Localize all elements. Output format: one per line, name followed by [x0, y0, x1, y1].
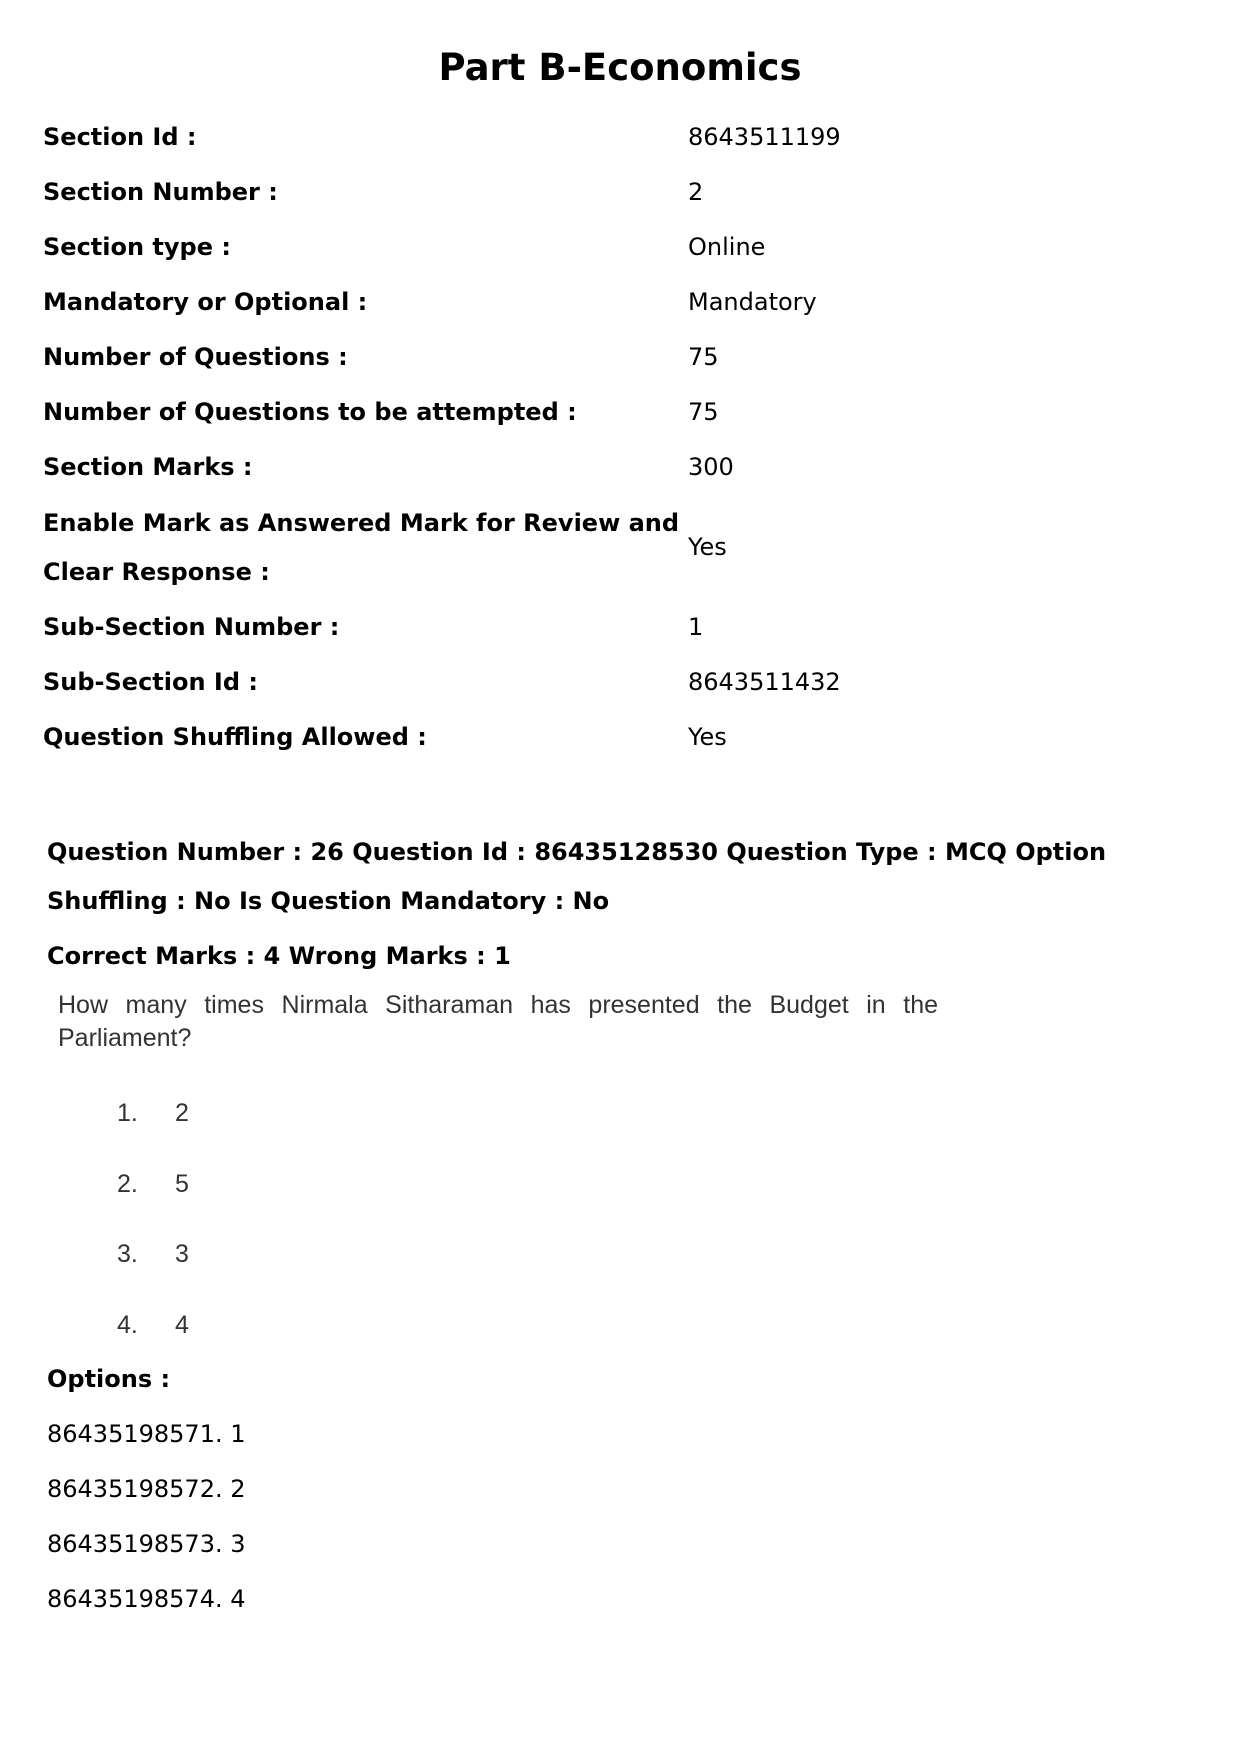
- info-label: Section Id :: [43, 123, 197, 151]
- info-row-section-marks: [43, 440, 1193, 495]
- choice-number: 4.: [117, 1311, 138, 1339]
- info-row-question-shuffling: [43, 710, 1193, 765]
- section-info-table: [43, 110, 1193, 765]
- option-item: 86435198574. 4: [47, 1585, 246, 1613]
- question-choice: [117, 1309, 189, 1341]
- question-choice: [117, 1097, 189, 1129]
- info-row-sub-section-id: [43, 655, 1193, 710]
- info-row-section-id: [43, 110, 1193, 165]
- info-label: Enable Mark as Answered Mark for Review and Clear Response :: [43, 508, 680, 586]
- info-row-questions-to-attempt: [43, 385, 1193, 440]
- question-choice: [117, 1238, 189, 1270]
- info-label: Sub-Section Id :: [43, 668, 258, 696]
- info-value: Mandatory: [688, 288, 817, 316]
- choice-number: 2.: [117, 1170, 138, 1198]
- info-label: Mandatory or Optional :: [43, 288, 368, 316]
- info-row-mandatory-or-optional: [43, 275, 1193, 330]
- info-value: 75: [688, 343, 719, 371]
- choice-number: 3.: [117, 1240, 138, 1268]
- option-item: 86435198573. 3: [47, 1530, 246, 1558]
- option-item: 86435198571. 1: [47, 1420, 246, 1448]
- choice-text: 4: [175, 1311, 189, 1339]
- page-title: Part B-Economics: [438, 46, 802, 89]
- info-label: Section Number :: [43, 178, 278, 206]
- info-value: 75: [688, 398, 719, 426]
- info-value: 1: [688, 613, 704, 641]
- options-heading: Options :: [47, 1365, 171, 1393]
- info-label: Sub-Section Number :: [43, 613, 340, 641]
- info-label: Number of Questions :: [43, 343, 348, 371]
- choice-number: 1.: [117, 1099, 138, 1127]
- info-value: 2: [688, 178, 704, 206]
- info-row-section-type: [43, 220, 1193, 275]
- info-value: Yes: [688, 723, 727, 751]
- info-value: 8643511199: [688, 123, 841, 151]
- info-value: Online: [688, 233, 766, 261]
- choice-text: 2: [175, 1099, 189, 1127]
- info-row-enable-mark-answered: [43, 495, 1193, 600]
- question-choice: [117, 1168, 189, 1200]
- question-marks: Correct Marks : 4 Wrong Marks : 1: [47, 942, 511, 970]
- option-item: 86435198572. 2: [47, 1475, 246, 1503]
- info-row-sub-section-number: [43, 600, 1193, 655]
- choice-text: 3: [175, 1240, 189, 1268]
- options-list: [47, 1355, 947, 1624]
- info-label: Section type :: [43, 233, 231, 261]
- question-meta: [47, 828, 1207, 981]
- info-row-section-number: [43, 165, 1193, 220]
- question-image: [48, 983, 948, 1338]
- info-value: 8643511432: [688, 668, 841, 696]
- question-header: Question Number : 26 Question Id : 86435128530 Question Type : MCQ Option Shuffling : No Is Question Mandatory : No: [47, 838, 1107, 915]
- info-label: Section Marks :: [43, 453, 253, 481]
- info-value: Yes: [688, 533, 727, 561]
- choice-text: 5: [175, 1170, 189, 1198]
- question-text: How many times Nirmala Sitharaman has presented the Budget in the Parliament?: [58, 991, 938, 1052]
- info-label: Number of Questions to be attempted :: [43, 398, 577, 426]
- info-label: Question Shuffling Allowed :: [43, 723, 427, 751]
- info-row-number-of-questions: [43, 330, 1193, 385]
- info-value: 300: [688, 453, 734, 481]
